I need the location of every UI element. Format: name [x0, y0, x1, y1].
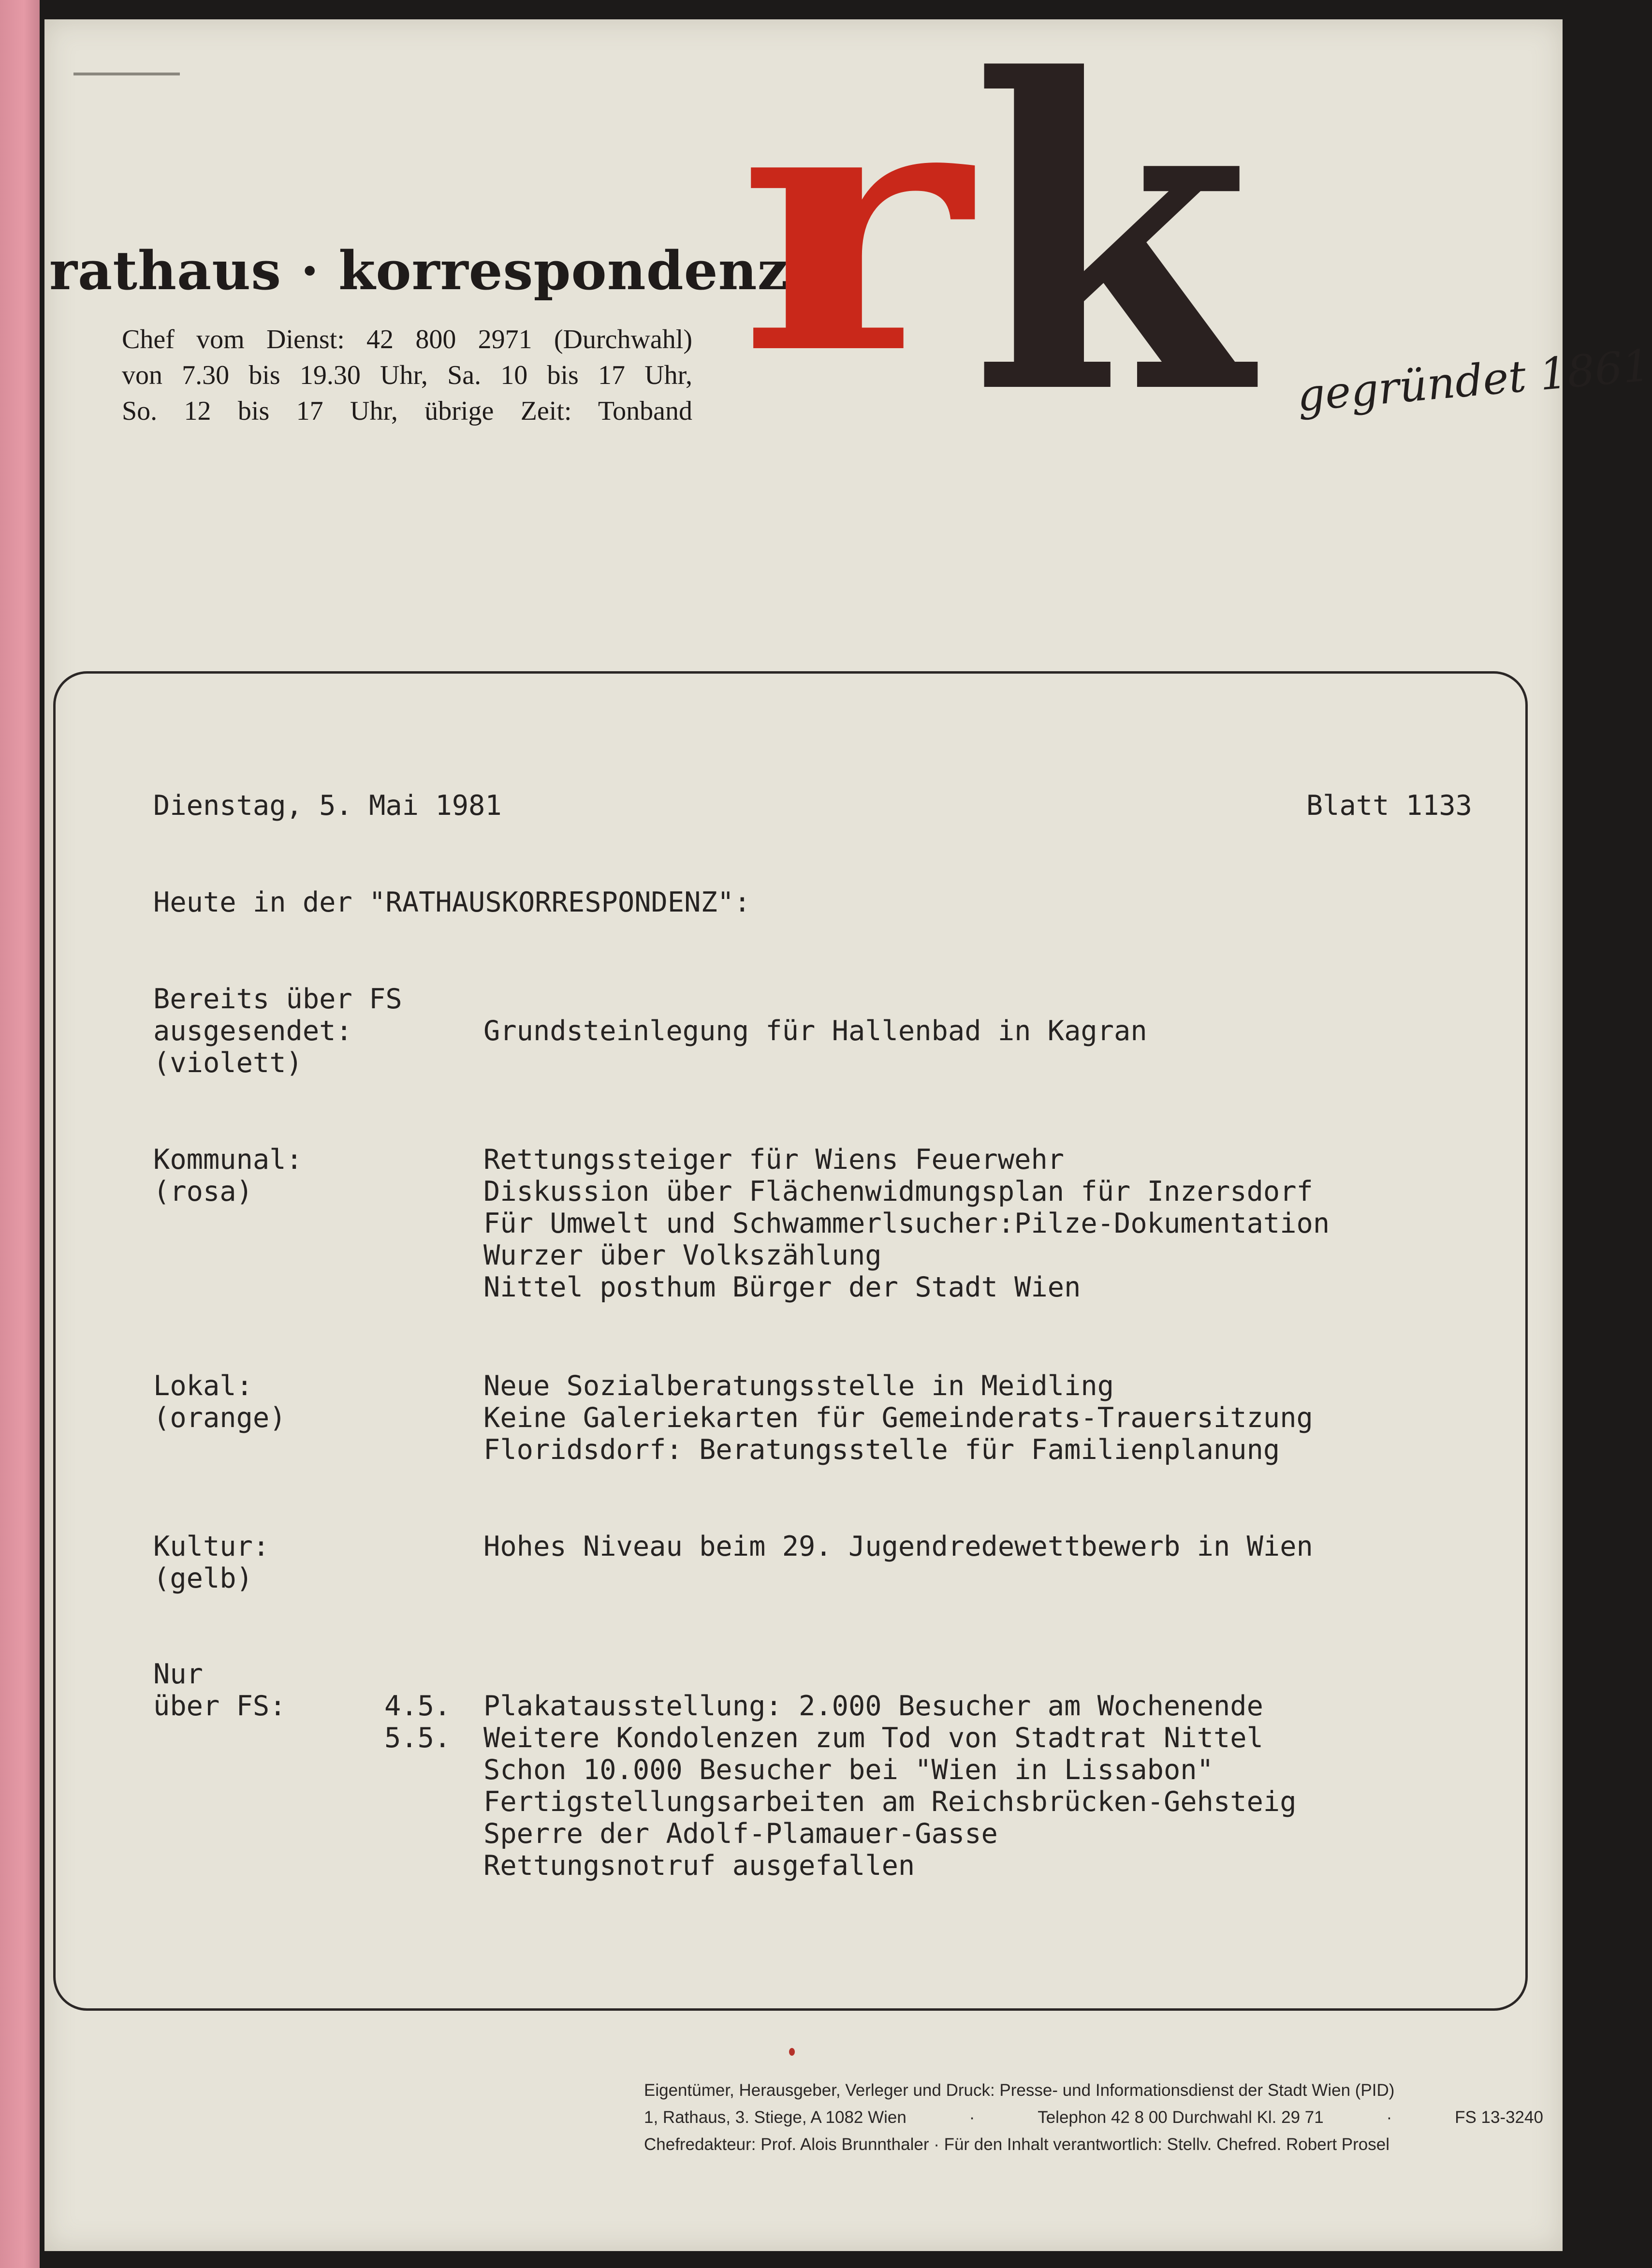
list-item: Plakatausstellung: 2.000 Besucher am Wochenende	[483, 1690, 1263, 1722]
list-item: Floridsdorf: Beratungsstelle für Familienplanung	[483, 1434, 1280, 1466]
item-date: 5.5.	[384, 1722, 451, 1754]
list-item: Grundsteinlegung für Hallenbad in Kagran	[483, 1015, 1147, 1047]
rk-logo	[709, 0, 1338, 487]
label-line: Bereits über FS	[153, 983, 402, 1015]
imprint-phone: Telephon 42 8 00 Durchwahl Kl. 29 71	[1038, 2108, 1324, 2127]
imprint-contact-line	[644, 2104, 1543, 2131]
list-item: Fertigstellungsarbeiten am Reichsbrücken-Gehsteig	[483, 1786, 1297, 1818]
separator: ·	[969, 2108, 975, 2127]
list-item: Sperre der Adolf-Plamauer-Gasse	[483, 1818, 998, 1850]
logo-letter-r: r	[738, 21, 980, 430]
bulletin-date: Dienstag, 5. Mai 1981	[153, 790, 502, 822]
imprint-footer	[644, 2077, 1543, 2158]
info-line: Chef vom Dienst: 42 800 2971 (Durchwahl)	[122, 324, 692, 354]
list-item: Für Umwelt und Schwammerlsucher:Pilze-Dokumentation	[483, 1208, 1330, 1239]
section-items	[483, 1015, 1147, 1047]
label-line: über FS:	[153, 1690, 286, 1722]
separator: ·	[1386, 2108, 1392, 2127]
section-label	[153, 1370, 286, 1434]
label-line: Nur	[153, 1658, 203, 1690]
label-line: (orange)	[153, 1402, 286, 1434]
label-line: Kommunal:	[153, 1144, 303, 1176]
imprint-line: Eigentümer, Herausgeber, Verleger und Druck: Presse- und Informationsdienst der Stadt Wien (PID)	[644, 2081, 1395, 2100]
imprint-address: 1, Rathaus, 3. Stiege, A 1082 Wien	[644, 2108, 906, 2127]
list-item: Keine Galeriekarten für Gemeinderats-Trauersitzung	[483, 1402, 1313, 1434]
list-item: Schon 10.000 Besucher bei "Wien in Lissabon"	[483, 1754, 1213, 1786]
list-item: Diskussion über Flächenwidmungsplan für Inzersdorf	[483, 1176, 1313, 1208]
list-item: Rettungssteiger für Wiens Feuerwehr	[483, 1144, 1065, 1176]
masthead-info	[122, 322, 692, 429]
label-line: (gelb)	[153, 1562, 253, 1594]
label-line: Lokal:	[153, 1370, 253, 1402]
list-item: Rettungsnotruf ausgefallen	[483, 1850, 915, 1882]
imprint-fs: FS 13-3240	[1455, 2108, 1543, 2127]
newsletter-page	[44, 0, 1652, 2251]
founded-signature: gegründet 1861	[1295, 340, 1652, 422]
list-item: Neue Sozialberatungsstelle in Meidling	[483, 1370, 1114, 1402]
list-item: Nittel posthum Bürger der Stadt Wien	[483, 1271, 1081, 1303]
corner-mark	[73, 73, 180, 75]
list-item: Wurzer über Volkszählung	[483, 1239, 882, 1271]
list-item: Hohes Niveau beim 29. Jugendredewettbewerb in Wien	[483, 1531, 1313, 1562]
label-line: (rosa)	[153, 1176, 253, 1208]
section-label	[153, 983, 402, 1079]
section-items	[483, 1531, 1313, 1562]
section-items	[483, 1144, 1330, 1303]
section-items	[483, 1370, 1313, 1466]
label-line: Kultur:	[153, 1531, 270, 1562]
list-item: Weitere Kondolenzen zum Tod von Stadtrat Nittel	[483, 1722, 1263, 1754]
logo-letter-k: k	[970, 0, 1261, 487]
item-date: 4.5.	[384, 1690, 451, 1722]
ink-spot	[789, 2048, 795, 2056]
label-line: ausgesendet:	[153, 1015, 352, 1047]
section-label	[153, 1144, 303, 1208]
binding-strip	[0, 0, 40, 2268]
section-label	[153, 1658, 286, 1722]
masthead-title: rathaus · korrespondenz	[49, 239, 789, 302]
label-line: (violett)	[153, 1047, 303, 1079]
item-dates	[384, 1690, 451, 1754]
bulletin-box	[53, 671, 1528, 2011]
info-line: von 7.30 bis 19.30 Uhr, Sa. 10 bis 17 Uhr,	[122, 360, 692, 390]
section-label	[153, 1531, 269, 1594]
section-items	[483, 1690, 1297, 1882]
imprint-line: Chefredakteur: Prof. Alois Brunnthaler · Für den Inhalt verantwortlich: Stellv. Chefred. Robert Prosel	[644, 2135, 1390, 2154]
sheet-number: Blatt 1133	[1306, 790, 1472, 822]
info-line: So. 12 bis 17 Uhr, übrige Zeit: Tonband	[122, 396, 692, 426]
bulletin-heading: Heute in der "RATHAUSKORRESPONDENZ":	[153, 886, 751, 918]
